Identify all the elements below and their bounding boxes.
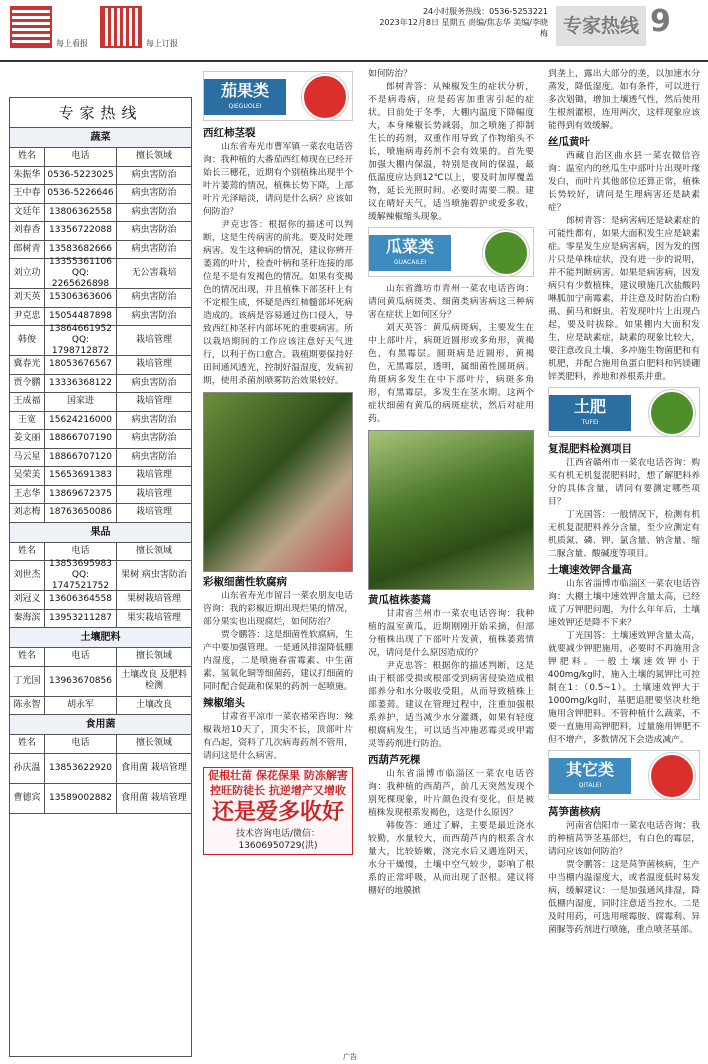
table-cell: 15054487898 [45,308,117,326]
table-group-header: 蔬菜 [10,128,191,148]
column-2 [203,68,353,855]
expert-table [9,97,192,1057]
table-cell: 栽培管理 [135,359,172,370]
article-question: 甘肃省兰州市一菜农电话咨询：我种植的温室黄瓜，近期刚刚开始采摘，但部分植株出现了下部叶片发黄，植株萎蔫情况，请问是什么原因造成的？ [368,609,534,658]
date-line: 2023年12月8日 星期五 责编/焦志华 美编/李晓梅 [379,18,548,38]
qr-code-icon [100,6,142,48]
table-cell: 13869672375 [45,486,117,504]
table-cell: 13963670856 [45,667,117,696]
banner-sub: QITALEI [578,782,602,789]
table-cell: 电话 [45,543,117,561]
table-cell: 栽培管理 [135,470,172,481]
table-cell: 秦海滨 [10,610,45,628]
table-row [10,449,191,468]
table-row [10,430,191,449]
table-row [10,735,191,754]
table-cell: 擅长领域 [135,151,172,162]
article-question: 山东省淄博市临淄区一菜农电话咨询：大棚土壤中速效钾含量太高，已经成了万钾肥问题，为什么年年后，土壤速效钾还是降不下来？ [548,579,700,628]
table-cell: 病虫害防治 [131,243,177,254]
table-row [10,412,191,431]
banner-sub: QIEGUOLEI [228,103,262,110]
table-cell: 王志华 [10,486,45,504]
table-cell: 电话 [45,148,117,166]
article-title: 辣椒缩头 [203,697,245,709]
article-answer: 丁光国答：土壤速效钾含量太高，就要减少钾肥施用，必要时不再施用含钾肥料。一般土壤速效钾小于400mg/kg时，施入土壤的氮钾比可控制在1：（0.5~1）。土壤速效钾大于1000mg/kg时，基肥追肥要坚决杜绝施用含钾肥料。不管种植什么蔬菜，不要一直施用高钾肥料，过量施用钾肥不但不增产，多数情况下会造成减产。 [548,631,700,745]
table-cell: 姓名 [10,543,45,561]
hotline: 24小时服务热线：0536-5253221 [422,7,548,16]
table-row [10,486,191,505]
table-cell: 刘立功 [10,259,45,288]
table-cell: 13864661952 QQ: 1798712872 [45,326,117,355]
article-question: 甘肃省平凉市一菜农褚荣咨询：辣椒栽培10天了，顶尖不长，顶部叶片有凸起，资料了几次病毒药剂不管用，请问这是什么病害。 [203,712,353,761]
article-answer-tail: 到垄上，露出大部分的垄，以加速水分蒸发，降低湿度。如有条件，可以进行多次划锄，增加土壤透气性，然后使用生根剂灌根，连用两次，这样现象应该能得到有效缓解。 [548,69,700,131]
column-4 [548,68,700,937]
article-answer: 尹克忠答：根据你的描述判断，这是由于根部受损或根部受到病害侵染造成根部养分和水分吸收受阻，从而导致植株上部萎蔫。建议在管理过程中，注重加强根系养护，适当减少水分灌溉，如果有轻度根腐病发生，可以适当冲施恶霉灵或甲霜灵等药剂进行防治。 [368,661,534,749]
table-title: 专家热线 [10,98,191,128]
article-title: 西红柿茎裂 [203,127,256,139]
ad-line: 促根壮苗 保花保果 防冻解害 [208,769,348,782]
table-cell: 电话 [45,735,117,753]
table-cell: 姓名 [10,648,45,666]
table-row [10,185,191,204]
table-cell: 13356722088 [45,222,117,240]
table-cell: 18053676567 [45,356,117,374]
table-cell: 13355361106 QQ: 2265626898 [45,259,117,288]
table-cell: 18763650086 [45,504,117,522]
table-cell: 国家进 [45,393,117,411]
table-cell: 病虫害防治 [131,433,177,444]
table-cell: 13953211287 [45,610,117,628]
table-cell: 病虫害防治 [131,451,177,462]
table-cell: 病虫害防治 [131,310,177,321]
article-title: 丝瓜黄叶 [548,136,590,148]
table-cell: 15624216000 [45,412,117,430]
table-cell: 胡永军 [45,697,117,715]
category-banner [368,227,534,277]
article-answer: 郎树青答：从辣椒发生的症状分析，不是病毒病，应是药害加重害引起的症状。目前处于冬季，大棚内温度下降幅度大，本身辣椒长势减弱，加之喷施了抑制生长的药剂，双重作用导致了作物缩头不长，喷施病毒药剂不会有效果的。首先要加强大棚内保温，特别是夜间的保温，最低温度应达到12℃以上，要及时加厚覆盖物，延长光照时间。必要时需要二膜。建议在晴好天气，适当喷施碧护或爱多收，缓解辣椒缩头现象。 [368,82,534,222]
table-cell: 18866707120 [45,449,117,467]
table-cell: 丁光国 [10,667,45,696]
table-row [10,504,191,523]
table-cell: 病虫害防治 [131,292,177,303]
ad-contact: 技术咨询电话/微信：13606950729(洪) [235,829,321,851]
table-group-header: 食用菌 [10,715,191,735]
table-cell: 病虫害防治 [131,414,177,425]
table-row [10,375,191,394]
article-answer: 贾令鹏答：这是细菌性软腐病，生产中要加强管理。一是通风排湿降低棚内湿度，二是喷施春雷霉素、中生菌素、氢氧化铜等细菌药，建议打细菌的同时配合促蔬和保果的药剂一起喷施。 [203,630,353,692]
table-group-header: 土壤肥料 [10,628,191,648]
table-row [10,561,191,591]
table-cell: 尹克忠 [10,308,45,326]
table-cell: 13853695983 QQ: 1747521752 [45,561,117,590]
table-cell: 果树 病虫害防治 [121,570,187,580]
header-info [378,6,548,39]
table-cell: 电话 [45,648,117,666]
article-title: 西葫芦死棵 [368,754,421,766]
table-row [10,784,191,814]
table-cell: 冀春光 [10,356,45,374]
table-row [10,754,191,784]
page-header [0,0,708,62]
table-row [10,289,191,308]
table-cell: 13853622920 [45,754,117,783]
table-cell: 姓名 [10,148,45,166]
table-cell: 13336368122 [45,375,117,393]
table-cell: 王宽 [10,412,45,430]
table-cell: 郎树青 [10,241,45,259]
table-cell: 0536-5226646 [45,185,117,203]
table-row [10,222,191,241]
table-cell: 病虫害防治 [131,225,177,236]
table-cell: 15306363606 [45,289,117,307]
table-cell: 15653691383 [45,467,117,485]
article-title: 黄瓜植株萎蔫 [368,594,431,606]
table-row [10,467,191,486]
table-row [10,148,191,167]
table-row [10,167,191,186]
table-cell: 王成福 [10,393,45,411]
ad-slogan: 还是爱多收好 [211,800,344,825]
table-cell: 刘冠义 [10,591,45,609]
table-row [10,591,191,610]
cucumber-photo [368,430,534,590]
table-cell: 吴荣美 [10,467,45,485]
table-cell: 栽培管理 [135,335,172,345]
article-answer: 刘天英答：黄瓜病斑病，主要发生在中上部叶片，病斑近圆形或多角形，黄褐色，有黑霉层。圆斑病是近圆形，黄褐色，无黑霉层，透明，属细菌性圆斑病。角斑病多发生在中下部叶片，病斑多角形，有黑霉层，多发生在茎水期。这两个症状细菌有黄瓜的病斑症状，然后对症用药。 [368,323,534,424]
page-number: 9 [650,4,671,39]
banner-title: 土肥 [573,397,606,416]
table-cell: 王中春 [10,185,45,203]
banner-title: 瓜菜类 [385,237,434,256]
table-cell: 果树栽培管理 [126,594,181,605]
qr-label: 每上看报 [56,39,88,48]
table-row [10,697,191,716]
table-cell: 曹德宾 [10,784,45,813]
table-cell: 果实栽培管理 [126,612,181,623]
article-question: 山东省淄博市临淄区一菜农电话咨询：我种植的西葫芦，前几天突然发现个别死棵现象，叶片颜色没有变化，但是被植株发现根系发褐色，这是什么原因？ [368,769,534,818]
table-cell: 土壤改良 [135,699,172,710]
table-cell: 刘天英 [10,289,45,307]
table-cell: 13583682666 [45,241,117,259]
table-row [10,259,191,289]
section-title: 专家热线 [556,6,646,46]
table-row [10,356,191,375]
column-3 [368,68,534,898]
banner-title: 其它类 [565,760,614,779]
pepper-photo [203,392,353,572]
table-cell: 食用菌 栽培管理 [121,792,187,803]
article-answer: 贾令鹏答：这是莴笋菌核病，生产中当棚内温湿度大，或者温度低时易发病，缓解建议：一是加强通风排湿，降低棚内湿度，同时注意适当控水。二是及时用药，可选用嘧霉胺、腐霉利、异菌脲等药剂进行喷施，重点喷茎基部。 [548,860,700,935]
table-cell: 朱振华 [10,167,45,185]
table-row [10,326,191,356]
table-cell: 栽培管理 [135,507,172,518]
table-cell: 贾令鹏 [10,375,45,393]
table-cell: 病虫害防治 [131,169,177,180]
article-question-tail: 如何防治？ [368,69,412,79]
article-question: 山东省寿光市留吕一菜农朋友电话咨询：我的彩椒近期出现烂果的情况，部分果实也出现腐烂，如何防治？ [203,591,353,627]
banner-sub: TUFEI [581,419,599,426]
table-cell: 刘志梅 [10,504,45,522]
table-cell: 13589002882 [45,784,117,813]
table-row [10,610,191,629]
table-cell: 病虫害防治 [131,206,177,217]
table-cell: 擅长领域 [135,651,172,662]
article-title: 彩椒细菌性软腐病 [203,576,287,588]
article-title: 莴笋菌核病 [548,806,601,818]
table-cell: 擅长领域 [135,545,172,556]
table-cell: 擅长领域 [135,738,172,749]
table-cell: 姜文丽 [10,430,45,448]
table-cell: 韩俊 [10,326,45,355]
table-cell: 孙庆温 [10,754,45,783]
article-question: 山东省潍坊市青州一菜农电话咨询：请问黄瓜病斑类、细菌类病害病这三种病害在症状上如何区分？ [368,284,534,320]
article-title: 复混肥料检测项目 [548,443,632,455]
ad-tag: 广告 [343,1053,357,1061]
table-cell: 无公害栽培 [131,268,177,278]
table-cell: 0536-5223025 [45,167,117,185]
article-question: 山东省寿光市曹军镇一菜农电话咨询：我种植的大番茄西红柿现在已经开始长三穗花，近期有个别植株出现半个叶片萎蔫的情况，植株长势下降，上部叶片光泽暗淡，请问是什么病？应该如何防治？ [203,142,353,217]
banner-sub: GUACAILEI [393,259,426,266]
table-cell: 病虫害防治 [131,377,177,388]
table-cell: 栽培管理 [135,396,172,407]
table-cell: 姓名 [10,735,45,753]
table-group-header: 果品 [10,523,191,543]
table-cell: 病虫害防治 [131,188,177,199]
table-row [10,648,191,667]
vegetables-icon [649,753,695,799]
table-row [10,393,191,412]
table-cell: 18866707190 [45,430,117,448]
qr-label: 每上订报 [146,39,178,48]
article-answer: 丁光国答：一般情况下，检测有机无机复混肥料养分含量，至少应测定有机质氮、磷、钾、氯含量、钠含量、缩二脲含量、酸碱度等项目。 [548,510,700,559]
table-cell: 文廷年 [10,204,45,222]
article-title: 土壤速效钾含量高 [548,564,632,576]
article-answer: 郎树青答：是病害病还是缺素症的可能性都有，如果大面积发生应是缺素症。零星发生应是病害病，因为发的图片只是单株症状，没有进一步的说明，并不能判断病害。如果是病害病，因发病只有少数植株，建议喷施几次盐酸吗啉胍加宁南霉素，并注意及时防治白粉虱、蓟马和蚜虫。若发现叶片上出现凸起，要及时拔除。如果棚内大面积发生，应是缺素症，缺素的现象比较大，要注意改良土壤，多冲施生物菌肥和有机肥，并配合施用鱼蛋白肥料和钙镁硼锌类肥料，养地和养根系并重。 [548,216,700,382]
article-question: 河南省信阳市一菜农电话咨询：我的种植莴笋茎基部烂，有白色的霉层，请问应该如何防治？ [548,821,700,857]
advertisement [203,767,353,855]
table-cell: 陈永智 [10,697,45,715]
ad-line: 控旺防徒长 抗逆增产又增收 [210,784,346,797]
table-cell: 刘世杰 [10,561,45,590]
category-banner [548,387,700,437]
table-cell: 栽培管理 [135,488,172,499]
article-answer: 韩俊答：通过了解，主要是最近浇水较勤，水量较大，而西葫芦内的根系含水量大，比较娇嫩，浇完水后又遇连阴天，水分干燥慢，土壤中空气较少，影响了根系的正常呼吸，从而出现了沤根。建议将棚好的地膜掀 [368,821,534,896]
qr-code-icon [10,6,52,48]
cucumber-icon [483,230,529,276]
table-cell: 土壤改良 及肥料检测 [121,670,187,691]
table-cell: 13606364558 [45,591,117,609]
banner-title: 茄果类 [220,81,269,100]
article-question: 江西省赣州市一菜农电话咨询：购买有机无机复混肥料时，想了解肥料养分的具体含量，请问有要测定哪些项目？ [548,458,700,507]
soil-icon [649,390,695,436]
table-cell: 马云星 [10,449,45,467]
category-banner [203,71,353,121]
table-row [10,204,191,223]
category-banner [548,750,700,800]
article-answer: 尹克忠答：根据你的描述可以判断，这是生传病害的前兆。要及时处理病害。发生这种病的情况，建议你辨开萎蔫的叶片，检查叶柄和茎秆连接的部位是不是有发褐色的情况。如果有变褐色的情况出现，并且植株下部茎秆上有不定根生成，怀疑是西红柿髓部坏死病造成的。该病是容易通过伤口侵入，导致西红柿茎秆内部坏死的重要病害。所以栽培期间的工作应该注意好天气进行，以利于伤口愈合。栽植期要保持好田间通风透光，控制好温湿度，发病初期，使用杀菌剂喷雾防治效果较好。 [203,220,353,386]
table-cell: 13806362558 [45,204,117,222]
table-cell: 食用菌 栽培管理 [121,762,187,773]
table-cell: 刘春香 [10,222,45,240]
article-question: 西藏自治区曲水县一菜农微信咨询：温室内的丝瓜生中部叶片出现叶缘发白，而叶片其他部位还算正常，植株长势较好，请问是生理病害还是缺素症？ [548,151,700,213]
tomato-icon [302,74,348,120]
table-row [10,667,191,697]
